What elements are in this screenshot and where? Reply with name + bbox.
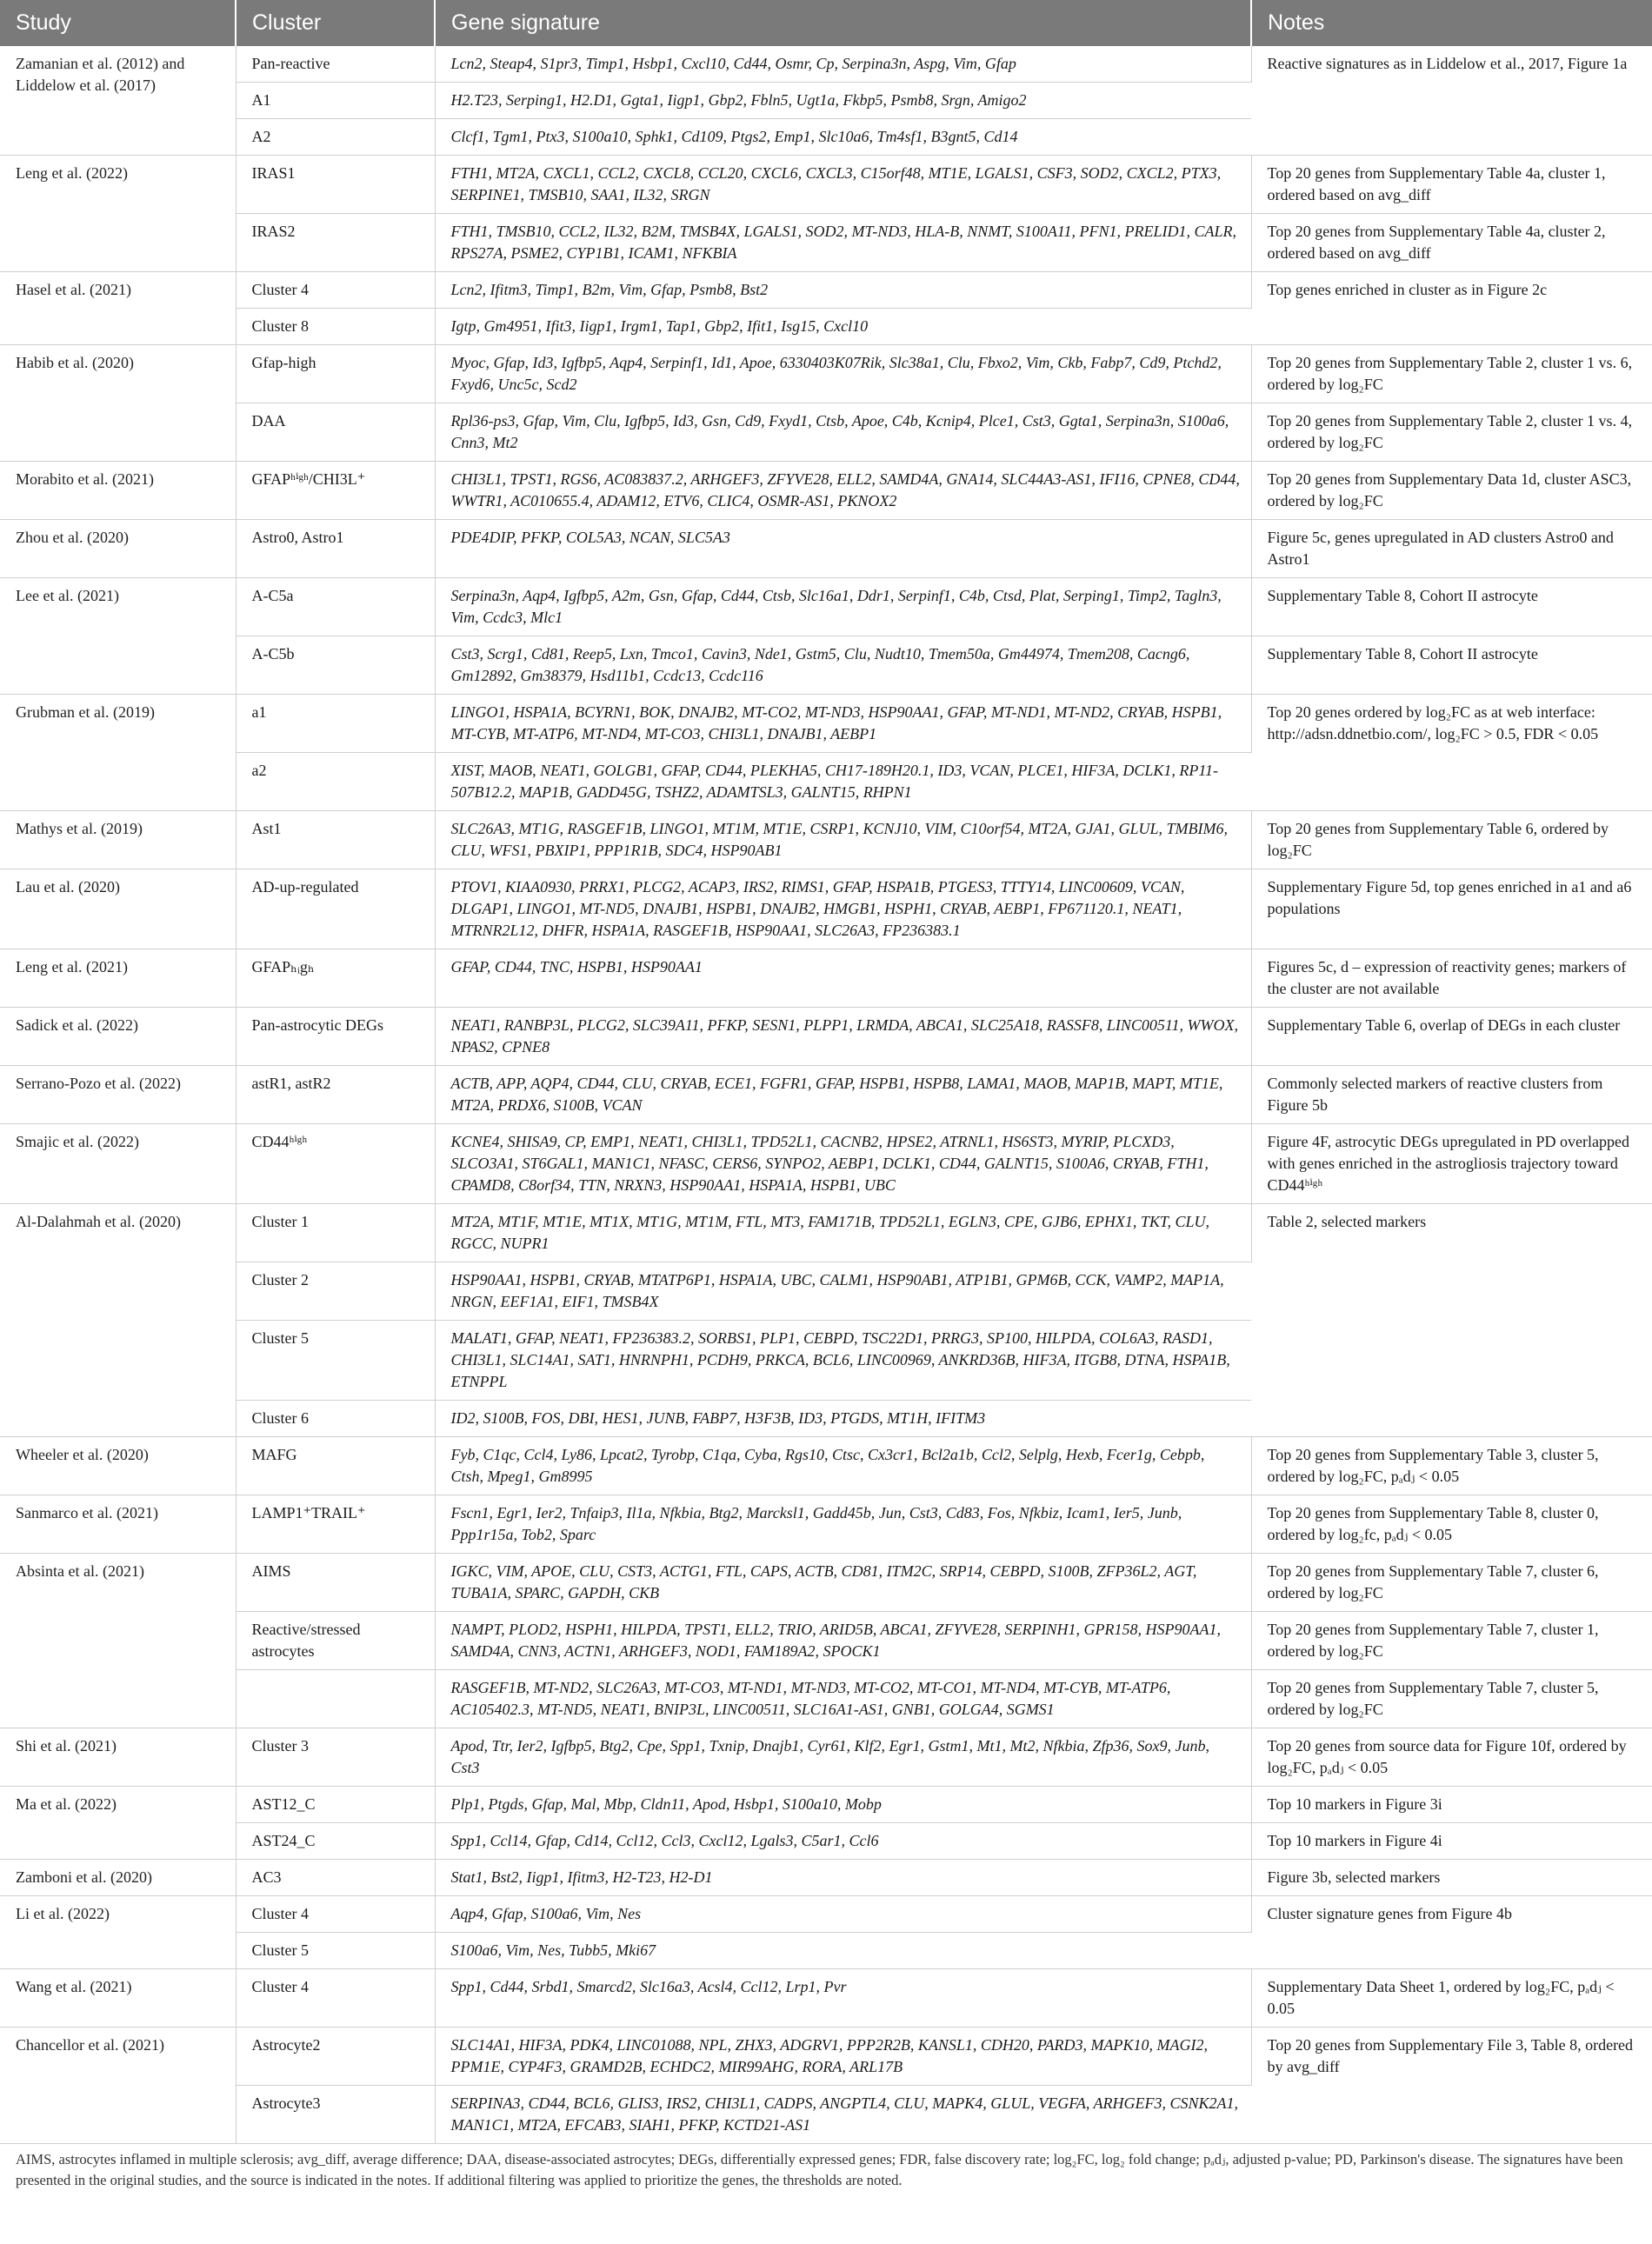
gene-signature-cell: ACTB, APP, AQP4, CD44, CLU, CRYAB, ECE1, FGFR1, GFAP, HSPB1, HSPB8, LAMA1, MAOB, MAP1B, MAPT, MT1E, MT2A, PRDX6, S100B, VCAN (435, 1066, 1251, 1124)
table-row (0, 46, 1652, 83)
study-cell: Wheeler et al. (2020) (0, 1437, 236, 1495)
gene-signature-cell: HSP90AA1, HSPB1, CRYAB, MTATP6P1, HSPA1A, UBC, CALM1, HSP90AB1, ATP1B1, GPM6B, CCK, VAMP2, MAP1A, NRGN, EEF1A1, EIF1, TMSB4X (435, 1262, 1251, 1321)
gene-signature-cell: Clcf1, Tgm1, Ptx3, S100a10, Sphk1, Cd109, Ptgs2, Emp1, Slc10a6, Tm4sf1, B3gnt5, Cd14 (435, 119, 1251, 156)
study-cell: Lee et al. (2021) (0, 578, 236, 695)
table-row (0, 1554, 1652, 1612)
notes-cell: Top 20 genes from source data for Figure 10f, ordered by log₂FC, pₐdⱼ < 0.05 (1251, 1728, 1652, 1787)
cluster-cell: Cluster 8 (236, 309, 435, 345)
cluster-cell: Pan-reactive (236, 46, 435, 83)
table-row (0, 214, 1652, 272)
study-cell: Morabito et al. (2021) (0, 462, 236, 520)
cluster-cell: GFAPₕᵢgₕ (236, 949, 435, 1008)
notes-cell: Commonly selected markers of reactive clusters from Figure 5b (1251, 1066, 1652, 1124)
notes-cell: Supplementary Table 8, Cohort II astrocyte (1251, 636, 1652, 695)
cluster-cell: Astrocyte3 (236, 2086, 435, 2144)
cluster-cell: Cluster 5 (236, 1933, 435, 1969)
notes-cell: Top genes enriched in cluster as in Figure 2c (1251, 272, 1652, 345)
table-row (0, 811, 1652, 869)
cluster-cell: astR1, astR2 (236, 1066, 435, 1124)
study-cell: Hasel et al. (2021) (0, 272, 236, 345)
cluster-cell: Cluster 1 (236, 1204, 435, 1262)
table-row (0, 345, 1652, 403)
table-row (0, 1204, 1652, 1262)
study-cell: Li et al. (2022) (0, 1896, 236, 1969)
cluster-cell: Cluster 2 (236, 1262, 435, 1321)
table-row (0, 1008, 1652, 1066)
study-cell: Al-Dalahmah et al. (2020) (0, 1204, 236, 1437)
table-header-row (0, 0, 1652, 46)
study-cell: Ma et al. (2022) (0, 1787, 236, 1860)
table-row (0, 695, 1652, 753)
study-cell: Zamboni et al. (2020) (0, 1860, 236, 1896)
gene-signature-cell: NEAT1, RANBP3L, PLCG2, SLC39A11, PFKP, SESN1, PLPP1, LRMDA, ABCA1, SLC25A18, RASSF8, LINC00511, WWOX, NPAS2, CPNE8 (435, 1008, 1251, 1066)
study-cell: Serrano-Pozo et al. (2022) (0, 1066, 236, 1124)
notes-cell: Supplementary Figure 5d, top genes enriched in a1 and a6 populations (1251, 869, 1652, 949)
table-row (0, 1670, 1652, 1728)
gene-signature-cell: LINGO1, HSPA1A, BCYRN1, BOK, DNAJB2, MT-CO2, MT-ND3, HSP90AA1, GFAP, MT-ND1, MT-ND2, CRYAB, HSPB1, MT-CYB, MT-ATP6, MT-ND4, MT-CO3, CHI3L1, DNAJB1, AEBP1 (435, 695, 1251, 753)
header-study: Study (0, 0, 236, 46)
gene-signature-cell: KCNE4, SHISA9, CP, EMP1, NEAT1, CHI3L1, TPD52L1, CACNB2, HPSE2, ATRNL1, HS6ST3, MYRIP, PLCXD3, SLCO3A1, ST6GAL1, MAN1C1, NFASC, CERS6, SYNPO2, AEBP1, DCLK1, CD44, GALNT15, S100A6, CRYAB, FTH1, CPAMD8, C8orf34, TTN, NRXN3, HSP90AA1, HSPA1A, HSPB1, UBC (435, 1124, 1251, 1204)
notes-cell: Top 20 genes from Supplementary Table 3, cluster 5, ordered by log₂FC, pₐdⱼ < 0.05 (1251, 1437, 1652, 1495)
gene-signature-cell: Myoc, Gfap, Id3, Igfbp5, Aqp4, Serpinf1, Id1, Apoe, 6330403K07Rik, Slc38a1, Clu, Fbxo2, Vim, Ckb, Fabp7, Cd9, Ptchd2, Fxyd6, Unc5c, Scd2 (435, 345, 1251, 403)
cluster-cell: AST24_C (236, 1823, 435, 1860)
table-row (0, 2028, 1652, 2086)
notes-cell: Top 20 genes from Supplementary Table 4a, cluster 2, ordered based on avg_diff (1251, 214, 1652, 272)
cluster-cell: a1 (236, 695, 435, 753)
notes-cell: Top 20 genes from Supplementary Table 2, cluster 1 vs. 4, ordered by log₂FC (1251, 403, 1652, 462)
table-row (0, 1612, 1652, 1670)
table-row (0, 1495, 1652, 1554)
gene-signature-cell: GFAP, CD44, TNC, HSPB1, HSP90AA1 (435, 949, 1251, 1008)
gene-signature-cell: Lcn2, Steap4, S1pr3, Timp1, Hsbp1, Cxcl10, Cd44, Osmr, Cp, Serpina3n, Aspg, Vim, Gfap (435, 46, 1251, 83)
cluster-cell: A2 (236, 119, 435, 156)
gene-signature-cell: Spp1, Ccl14, Gfap, Cd14, Ccl12, Ccl3, Cxcl12, Lgals3, C5ar1, Ccl6 (435, 1823, 1251, 1860)
table-row (0, 1896, 1652, 1933)
study-cell: Shi et al. (2021) (0, 1728, 236, 1787)
cluster-cell: A-C5b (236, 636, 435, 695)
gene-signature-cell: SLC14A1, HIF3A, PDK4, LINC01088, NPL, ZHX3, ADGRV1, PPP2R2B, KANSL1, CDH20, PARD3, MAPK10, MAGI2, PPM1E, CYP4F3, GRAMD2B, ECHDC2, MIR99AHG, RORA, ARL17B (435, 2028, 1251, 2086)
notes-cell: Table 2, selected markers (1251, 1204, 1652, 1437)
notes-cell: Figure 4F, astrocytic DEGs upregulated in PD overlapped with genes enriched in the astrogliosis trajectory toward CD44ʰⁱᵍʰ (1251, 1124, 1652, 1204)
study-cell: Mathys et al. (2019) (0, 811, 236, 869)
table-row (0, 520, 1652, 578)
notes-cell: Figures 5c, d – expression of reactivity genes; markers of the cluster are not available (1251, 949, 1652, 1008)
notes-cell: Figure 3b, selected markers (1251, 1860, 1652, 1896)
cluster-cell: Reactive/stressed astrocytes (236, 1612, 435, 1670)
notes-cell: Top 20 genes from Supplementary Table 8, cluster 0, ordered by log₂fc, pₐdⱼ < 0.05 (1251, 1495, 1652, 1554)
table-row (0, 636, 1652, 695)
cluster-cell: Cluster 6 (236, 1401, 435, 1437)
gene-signature-cell: SERPINA3, CD44, BCL6, GLIS3, IRS2, CHI3L1, CADPS, ANGPTL4, CLU, MAPK4, GLUL, VEGFA, ARHGEF3, CSNK2A1, MAN1C1, MT2A, EFCAB3, SIAH1, PFKP, KCTD21-AS1 (435, 2086, 1251, 2144)
gene-signature-cell: XIST, MAOB, NEAT1, GOLGB1, GFAP, CD44, PLEKHA5, CH17-189H20.1, ID3, VCAN, PLCE1, HIF3A, DCLK1, RP11-507B12.2, MAP1B, GADD45G, TSHZ2, ADAMTSL3, GALNT15, RHPN1 (435, 753, 1251, 811)
table-row (0, 272, 1652, 309)
study-cell: Leng et al. (2022) (0, 156, 236, 272)
notes-cell: Top 10 markers in Figure 3i (1251, 1787, 1652, 1823)
cluster-cell: Pan-astrocytic DEGs (236, 1008, 435, 1066)
table-row (0, 1787, 1652, 1823)
notes-cell: Top 10 markers in Figure 4i (1251, 1823, 1652, 1860)
header-notes: Notes (1251, 0, 1652, 46)
cluster-cell: Astro0, Astro1 (236, 520, 435, 578)
gene-signature-cell: Fscn1, Egr1, Ier2, Tnfaip3, Il1a, Nfkbia, Btg2, Marcksl1, Gadd45b, Jun, Cst3, Cd83, Fos, Nfkbiz, Icam1, Ier5, Junb, Ppp1r15a, Tob2, Sparc (435, 1495, 1251, 1554)
gene-signature-cell: Apod, Ttr, Ier2, Igfbp5, Btg2, Cpe, Spp1, Txnip, Dnajb1, Cyr61, Klf2, Egr1, Gstm1, Mt1, Mt2, Nfkbia, Zfp36, Sox9, Junb, Cst3 (435, 1728, 1251, 1787)
cluster-cell: AST12_C (236, 1787, 435, 1823)
cluster-cell: AIMS (236, 1554, 435, 1612)
study-cell: Chancellor et al. (2021) (0, 2028, 236, 2144)
table-row (0, 156, 1652, 214)
table-row (0, 1823, 1652, 1860)
study-cell: Absinta et al. (2021) (0, 1554, 236, 1728)
notes-cell: Top 20 genes from Supplementary Table 2, cluster 1 vs. 6, ordered by log₂FC (1251, 345, 1652, 403)
gene-signature-cell: H2.T23, Serping1, H2.D1, Ggta1, Iigp1, Gbp2, Fbln5, Ugt1a, Fkbp5, Psmb8, Srgn, Amigo2 (435, 83, 1251, 119)
cluster-cell: Cluster 4 (236, 272, 435, 309)
study-cell: Habib et al. (2020) (0, 345, 236, 462)
gene-signature-cell: Fyb, C1qc, Ccl4, Ly86, Lpcat2, Tyrobp, C1qa, Cyba, Rgs10, Ctsc, Cx3cr1, Bcl2a1b, Ccl2, Selplg, Hexb, Fcer1g, Cebpb, Ctsh, Mpeg1, Gm8995 (435, 1437, 1251, 1495)
notes-cell: Reactive signatures as in Liddelow et al., 2017, Figure 1a (1251, 46, 1652, 156)
cluster-cell: Gfap-high (236, 345, 435, 403)
study-cell: Sanmarco et al. (2021) (0, 1495, 236, 1554)
cluster-cell: A1 (236, 83, 435, 119)
gene-signature-cell: IGKC, VIM, APOE, CLU, CST3, ACTG1, FTL, CAPS, ACTB, CD81, ITM2C, SRP14, CEBPD, S100B, ZFP36L2, AGT, TUBA1A, SPARC, GAPDH, CKB (435, 1554, 1251, 1612)
cluster-cell: Cluster 3 (236, 1728, 435, 1787)
cluster-cell: CD44ʰⁱᵍʰ (236, 1124, 435, 1204)
notes-cell: Top 20 genes from Supplementary Data 1d, cluster ASC3, ordered by log₂FC (1251, 462, 1652, 520)
notes-cell: Top 20 genes from Supplementary Table 7, cluster 5, ordered by log₂FC (1251, 1670, 1652, 1728)
notes-cell: Top 20 genes ordered by log₂FC as at web interface: http://adsn.ddnetbio.com/, log₂FC > 0.5, FDR < 0.05 (1251, 695, 1652, 811)
gene-signature-cell: CHI3L1, TPST1, RGS6, AC083837.2, ARHGEF3, ZFYVE28, ELL2, SAMD4A, GNA14, SLC44A3-AS1, IFI16, CPNE8, CD44, WWTR1, AC010655.4, ADAM12, ETV6, CLIC4, OSMR-AS1, PKNOX2 (435, 462, 1251, 520)
notes-cell: Top 20 genes from Supplementary Table 7, cluster 6, ordered by log₂FC (1251, 1554, 1652, 1612)
cluster-cell: LAMP1⁺TRAIL⁺ (236, 1495, 435, 1554)
study-cell: Sadick et al. (2022) (0, 1008, 236, 1066)
notes-cell: Figure 5c, genes upregulated in AD clusters Astro0 and Astro1 (1251, 520, 1652, 578)
gene-signature-cell: SLC26A3, MT1G, RASGEF1B, LINGO1, MT1M, MT1E, CSRP1, KCNJ10, VIM, C10orf54, MT2A, GJA1, GLUL, TMBIM6, CLU, WFS1, PBXIP1, PPP1R1B, SDC4, HSP90AB1 (435, 811, 1251, 869)
notes-cell: Top 20 genes from Supplementary File 3, Table 8, ordered by avg_diff (1251, 2028, 1652, 2144)
gene-signature-cell: Stat1, Bst2, Iigp1, Ifitm3, H2-T23, H2-D1 (435, 1860, 1251, 1896)
table-row (0, 1860, 1652, 1896)
notes-cell: Top 20 genes from Supplementary Table 6, ordered by log₂FC (1251, 811, 1652, 869)
gene-signature-cell: Serpina3n, Aqp4, Igfbp5, A2m, Gsn, Gfap, Cd44, Ctsb, Slc16a1, Ddr1, Serpinf1, C4b, Ctsd, Plat, Serping1, Timp2, Tagln3, Vim, Ccdc3, Mlc1 (435, 578, 1251, 636)
cluster-cell: AC3 (236, 1860, 435, 1896)
cluster-cell: IRAS1 (236, 156, 435, 214)
study-cell: Leng et al. (2021) (0, 949, 236, 1008)
gene-signature-cell: FTH1, TMSB10, CCL2, IL32, B2M, TMSB4X, LGALS1, SOD2, MT-ND3, HLA-B, NNMT, S100A11, PFN1, PRELID1, CALR, RPS27A, PSME2, CYP1B1, ICAM1, NFKBIA (435, 214, 1251, 272)
cluster-cell: Astrocyte2 (236, 2028, 435, 2086)
table-row (0, 462, 1652, 520)
table-row (0, 1066, 1652, 1124)
study-cell: Zhou et al. (2020) (0, 520, 236, 578)
gene-signature-cell: NAMPT, PLOD2, HSPH1, HILPDA, TPST1, ELL2, TRIO, ARID5B, ABCA1, ZFYVE28, SERPINH1, GPR158, HSP90AA1, SAMD4A, CNN3, ACTN1, ARHGEF3, NOD1, FAM189A2, SPOCK1 (435, 1612, 1251, 1670)
header-cluster: Cluster (236, 0, 435, 46)
cluster-cell: GFAPʰⁱᵍʰ/CHI3L⁺ (236, 462, 435, 520)
gene-signature-cell: RASGEF1B, MT-ND2, SLC26A3, MT-CO3, MT-ND1, MT-ND3, MT-CO2, MT-CO1, MT-ND4, MT-CYB, MT-ATP6, AC105402.3, MT-ND5, NEAT1, BNIP3L, LINC00511, SLC16A1-AS1, GNB1, GOLGA4, SGMS1 (435, 1670, 1251, 1728)
gene-signature-cell: Lcn2, Ifitm3, Timp1, B2m, Vim, Gfap, Psmb8, Bst2 (435, 272, 1251, 309)
gene-signature-cell: Plp1, Ptgds, Gfap, Mal, Mbp, Cldn11, Apod, Hsbp1, S100a10, Mobp (435, 1787, 1251, 1823)
cluster-cell: A-C5a (236, 578, 435, 636)
table-row (0, 1728, 1652, 1787)
cluster-cell: DAA (236, 403, 435, 462)
gene-signature-cell: MALAT1, GFAP, NEAT1, FP236383.2, SORBS1, PLP1, CEBPD, TSC22D1, PRRG3, SP100, HILPDA, COL6A3, RASD1, CHI3L1, SLC14A1, SAT1, HNRNPH1, PCDH9, PRKCA, BCL6, LINC00969, ANKRD36B, HIF3A, ITGB8, DTNA, HSPA1B, ETNPPL (435, 1321, 1251, 1401)
notes-cell: Supplementary Table 8, Cohort II astrocyte (1251, 578, 1652, 636)
table-row (0, 1124, 1652, 1204)
gene-signature-cell: Aqp4, Gfap, S100a6, Vim, Nes (435, 1896, 1251, 1933)
gene-signature-cell: Spp1, Cd44, Srbd1, Smarcd2, Slc16a3, Acsl4, Ccl12, Lrp1, Pvr (435, 1969, 1251, 2028)
gene-signature-cell: PDE4DIP, PFKP, COL5A3, NCAN, SLC5A3 (435, 520, 1251, 578)
cluster-cell (236, 1670, 435, 1728)
study-cell: Lau et al. (2020) (0, 869, 236, 949)
table-footnote: AIMS, astrocytes inflamed in multiple sclerosis; avg_diff, average difference; DAA, disease-associated astrocytes; DEGs, differentially expressed genes; FDR, false discovery rate; log₂FC, log₂ fold change; pₐdⱼ, adjusted p-value; PD, Parkinson's disease. The signatures have been presented in the original studies, and the source is indicated in the notes. If additional filtering was applied to prioritize the genes, the thresholds are noted. (16, 2151, 1623, 2188)
table-row (0, 578, 1652, 636)
table-row (0, 403, 1652, 462)
cluster-cell: MAFG (236, 1437, 435, 1495)
study-cell: Zamanian et al. (2012) and Liddelow et al. (2017) (0, 46, 236, 156)
cluster-cell: Cluster 4 (236, 1969, 435, 2028)
study-cell: Wang et al. (2021) (0, 1969, 236, 2028)
cluster-cell: Cluster 4 (236, 1896, 435, 1933)
table-body (0, 46, 1652, 2144)
gene-signature-cell: Rpl36-ps3, Gfap, Vim, Clu, Igfbp5, Id3, Gsn, Cd9, Fxyd1, Ctsb, Apoe, C4b, Kcnip4, Plce1, Cst3, Ggta1, Serpina3n, S100a6, Cnn3, Mt2 (435, 403, 1251, 462)
gene-signature-cell: MT2A, MT1F, MT1E, MT1X, MT1G, MT1M, FTL, MT3, FAM171B, TPD52L1, EGLN3, CPE, GJB6, EPHX1, TKT, CLU, RGCC, NUPR1 (435, 1204, 1251, 1262)
header-gene-signature: Gene signature (435, 0, 1251, 46)
table-row (0, 949, 1652, 1008)
table-row (0, 1437, 1652, 1495)
gene-signature-cell: Cst3, Scrg1, Cd81, Reep5, Lxn, Tmco1, Cavin3, Nde1, Gstm5, Clu, Nudt10, Tmem50a, Gm44974, Tmem208, Cacng6, Gm12892, Gm38379, Hsd11b1, Ccdc13, Ccdc116 (435, 636, 1251, 695)
cluster-cell: AD-up-regulated (236, 869, 435, 949)
gene-signature-cell: ID2, S100B, FOS, DBI, HES1, JUNB, FABP7, H3F3B, ID3, PTGDS, MT1H, IFITM3 (435, 1401, 1251, 1437)
gene-signature-cell: Igtp, Gm4951, Ifit3, Iigp1, Irgm1, Tap1, Gbp2, Ifit1, Isg15, Cxcl10 (435, 309, 1251, 345)
table-row (0, 1969, 1652, 2028)
study-cell: Grubman et al. (2019) (0, 695, 236, 811)
cluster-cell: a2 (236, 753, 435, 811)
notes-cell: Top 20 genes from Supplementary Table 7, cluster 1, ordered by log₂FC (1251, 1612, 1652, 1670)
gene-signature-cell: S100a6, Vim, Nes, Tubb5, Mki67 (435, 1933, 1251, 1969)
notes-cell: Supplementary Data Sheet 1, ordered by log₂FC, pₐdⱼ < 0.05 (1251, 1969, 1652, 2028)
cluster-cell: IRAS2 (236, 214, 435, 272)
table-row (0, 869, 1652, 949)
gene-signature-cell: PTOV1, KIAA0930, PRRX1, PLCG2, ACAP3, IRS2, RIMS1, GFAP, HSPA1B, PTGES3, TTTY14, LINC00609, VCAN, DLGAP1, LINGO1, MT-ND5, DNAJB1, HSPB1, DNAJB2, HMGB1, HSPH1, CRYAB, AEBP1, FP671120.1, NEAT1, MTRNR2L12, DHFR, HSPA1A, RASGEF1B, HSP90AA1, SLC26A3, FP236383.1 (435, 869, 1251, 949)
notes-cell: Supplementary Table 6, overlap of DEGs in each cluster (1251, 1008, 1652, 1066)
gene-signature-cell: FTH1, MT2A, CXCL1, CCL2, CXCL8, CCL20, CXCL6, CXCL3, C15orf48, MT1E, LGALS1, CSF3, SOD2, CXCL2, PTX3, SERPINE1, TMSB10, SAA1, IL32, SRGN (435, 156, 1251, 214)
notes-cell: Top 20 genes from Supplementary Table 4a, cluster 1, ordered based on avg_diff (1251, 156, 1652, 214)
cluster-cell: Cluster 5 (236, 1321, 435, 1401)
study-cell: Smajic et al. (2022) (0, 1124, 236, 1204)
cluster-cell: Ast1 (236, 811, 435, 869)
notes-cell: Cluster signature genes from Figure 4b (1251, 1896, 1652, 1969)
